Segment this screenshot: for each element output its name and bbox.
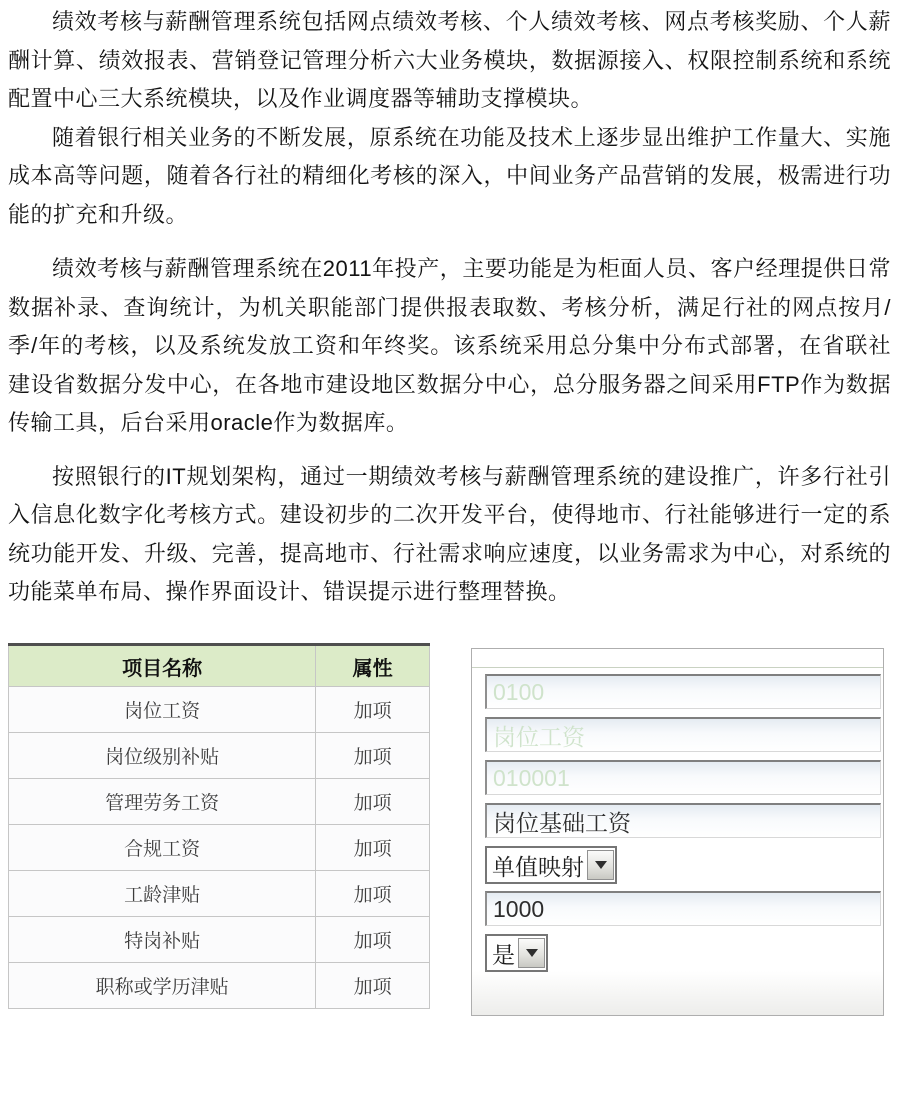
- salary-items-table: [8, 643, 430, 1009]
- chevron-down-icon[interactable]: [587, 850, 614, 880]
- table-row: [9, 963, 430, 1009]
- amount-field[interactable]: [485, 891, 881, 926]
- item-attr-cell: 加项: [316, 687, 430, 733]
- category-code-field: [485, 674, 881, 709]
- table-row: [9, 917, 430, 963]
- table-row: [9, 687, 430, 733]
- paragraph-it-plan: 按照银行的IT规划架构，通过一期绩效考核与薪酬管理系统的建设推广，许多行社引入信息化数字化考核方式。建设初步的二次开发平台，使得地市、行社能够进行一定的系统功能开发、升级、完善，提高地市、行社需求响应速度，以业务需求为中心，对系统的功能菜单布局、操作界面设计、错误提示进行整理替换。: [8, 463, 891, 604]
- mapping-type-select[interactable]: [485, 846, 617, 884]
- item-name-cell: 岗位工资: [9, 687, 316, 733]
- paragraph-modules: 绩效考核与薪酬管理系统包括网点绩效考核、个人绩效考核、网点考核奖励、个人薪酬计算、绩效报表、营销登记管理分析六大业务模块，数据源接入、权限控制系统和系统配置中心三大系统模块，以及作业调度器等辅助支撑模块。: [8, 9, 891, 111]
- table-row: [9, 825, 430, 871]
- item-attr-cell: 加项: [316, 825, 430, 871]
- item-name-cell: 合规工资: [9, 825, 316, 871]
- item-attr-cell: 加项: [316, 871, 430, 917]
- item-name-cell: 管理劳务工资: [9, 779, 316, 825]
- chevron-down-icon[interactable]: [518, 938, 545, 968]
- enabled-flag-value: 是: [492, 941, 515, 968]
- item-name-cell: 职称或学历津贴: [9, 963, 316, 1009]
- category-name-field: [485, 717, 881, 752]
- item-code-field: [485, 760, 881, 795]
- paragraph-system-history: 绩效考核与薪酬管理系统在2011年投产，主要功能是为柜面人员、客户经理提供日常数据补录、查询统计，为机关职能部门提供报表取数、考核分析，满足行社的网点按月/季/年的考核，以及系统发放工资和年终奖。该系统采用总分集中分布式部署，在省联社建设省数据分发中心，在各地市建设地区数据分中心，总分服务器之间采用FTP作为数据传输工具，后台采用oracle作为数据库。: [8, 256, 891, 435]
- item-name-field[interactable]: [485, 803, 881, 838]
- item-attr-cell: 加项: [316, 917, 430, 963]
- table-row: [9, 779, 430, 825]
- table-row: [9, 871, 430, 917]
- column-header-item-name: 项目名称: [9, 645, 316, 687]
- panel-header-strip: [472, 649, 883, 668]
- column-header-attribute: 属性: [316, 645, 430, 687]
- item-name-cell: 岗位级别补贴: [9, 733, 316, 779]
- panel-form: [472, 668, 883, 979]
- paragraph-background: 随着银行相关业务的不断发展，原系统在功能及技术上逐步显出维护工作量大、实施成本高等问题，随着各行社的精细化考核的深入，中间业务产品营销的发展，极需进行功能的扩充和升级。: [8, 124, 891, 227]
- item-name-cell: 工龄津贴: [9, 871, 316, 917]
- table-header-row: [9, 645, 430, 687]
- bottom-section: [8, 643, 884, 1016]
- item-attr-cell: 加项: [316, 963, 430, 1009]
- enabled-flag-select[interactable]: [485, 934, 548, 972]
- item-attr-cell: 加项: [316, 733, 430, 779]
- item-attr-cell: 加项: [316, 779, 430, 825]
- item-name-cell: 特岗补贴: [9, 917, 316, 963]
- table-row: [9, 733, 430, 779]
- item-detail-panel: [471, 648, 884, 1016]
- mapping-type-value: 单值映射: [492, 853, 584, 880]
